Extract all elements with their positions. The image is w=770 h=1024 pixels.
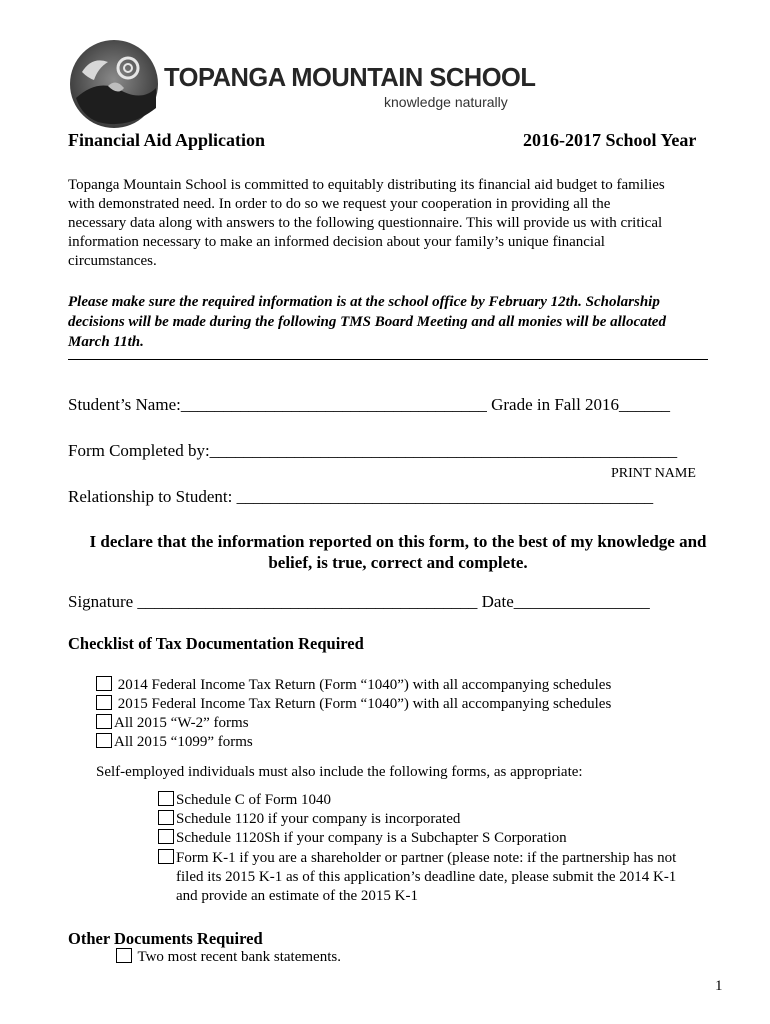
intro-line: with demonstrated need. In order to do so we request your cooperation in providing all the <box>68 196 611 212</box>
section-divider <box>68 359 708 360</box>
checkbox[interactable] <box>158 810 174 825</box>
logo-emblem-icon <box>68 38 160 130</box>
other-documents-heading: Other Documents Required <box>68 929 263 948</box>
checklist-item: All 2015 “W-2” forms <box>96 714 249 732</box>
school-name: TOPANGA MOUNTAIN SCHOOL <box>164 64 536 92</box>
checkbox[interactable] <box>158 829 174 844</box>
self-employed-item: Schedule 1120 if your company is incorporated <box>158 810 460 828</box>
deadline-line: Please make sure the required information is at the school office by February 12th. Scholarship <box>68 294 660 310</box>
checkbox[interactable] <box>96 695 112 710</box>
declaration-statement <box>68 531 728 573</box>
checkbox[interactable] <box>158 849 174 864</box>
form-completed-by-field[interactable]: Form Completed by:_______________________________________________________ <box>68 441 678 460</box>
relationship-field[interactable]: Relationship to Student: _________________________________________________ <box>68 487 654 506</box>
checkbox[interactable] <box>96 714 112 729</box>
self-employed-note: Self-employed individuals must also include the following forms, as appropriate: <box>96 764 583 780</box>
deadline-note <box>68 292 728 352</box>
student-name-field[interactable]: Student’s Name:____________________________________ Grade in Fall 2016______ <box>68 395 671 414</box>
k1-note-line: and provide an estimate of the 2015 K-1 <box>176 888 419 904</box>
declaration-line: I declare that the information reported on this form, to the best of my knowledge and <box>89 532 707 551</box>
school-year: 2016-2017 School Year <box>523 130 697 150</box>
declaration-line: belief, is true, correct and complete. <box>268 553 528 572</box>
self-employed-item: Schedule 1120Sh if your company is a Subchapter S Corporation <box>158 829 567 847</box>
signature-date-field[interactable]: Signature ________________________________________ Date________________ <box>68 592 650 611</box>
intro-line: necessary data along with answers to the following questionnaire. This will provide us with critical <box>68 215 663 231</box>
checklist-item: 2014 Federal Income Tax Return (Form “1040”) with all accompanying schedules <box>96 676 611 694</box>
deadline-line: decisions will be made during the following TMS Board Meeting and all monies will be allocated <box>68 314 666 330</box>
k1-note-line: filed its 2015 K-1 as of this application’s deadline date, please submit the 2014 K-1 <box>176 869 677 885</box>
page-number: 1 <box>715 978 723 994</box>
self-employed-item: Schedule C of Form 1040 <box>158 791 331 809</box>
checkbox[interactable] <box>96 733 112 748</box>
deadline-line: March 11th. <box>68 334 144 350</box>
intro-line: Topanga Mountain School is committed to equitably distributing its financial aid budget to families <box>68 177 665 193</box>
school-tagline: knowledge naturally <box>384 94 508 110</box>
school-logo <box>68 38 538 130</box>
intro-line: circumstances. <box>68 253 157 269</box>
checkbox[interactable] <box>96 676 112 691</box>
intro-paragraph <box>68 176 728 271</box>
other-document-item: Two most recent bank statements. <box>116 948 341 966</box>
checkbox[interactable] <box>116 948 132 963</box>
print-name-label: PRINT NAME <box>611 466 696 481</box>
self-employed-item: Form K-1 if you are a shareholder or partner (please note: if the partnership has not <box>158 849 676 867</box>
checklist-heading: Checklist of Tax Documentation Required <box>68 634 364 653</box>
checklist-item: 2015 Federal Income Tax Return (Form “1040”) with all accompanying schedules <box>96 695 611 713</box>
checkbox[interactable] <box>158 791 174 806</box>
checklist-item: All 2015 “1099” forms <box>96 733 253 751</box>
form-title: Financial Aid Application <box>68 130 266 150</box>
intro-line: information necessary to make an informed decision about your family’s unique financial <box>68 234 605 250</box>
